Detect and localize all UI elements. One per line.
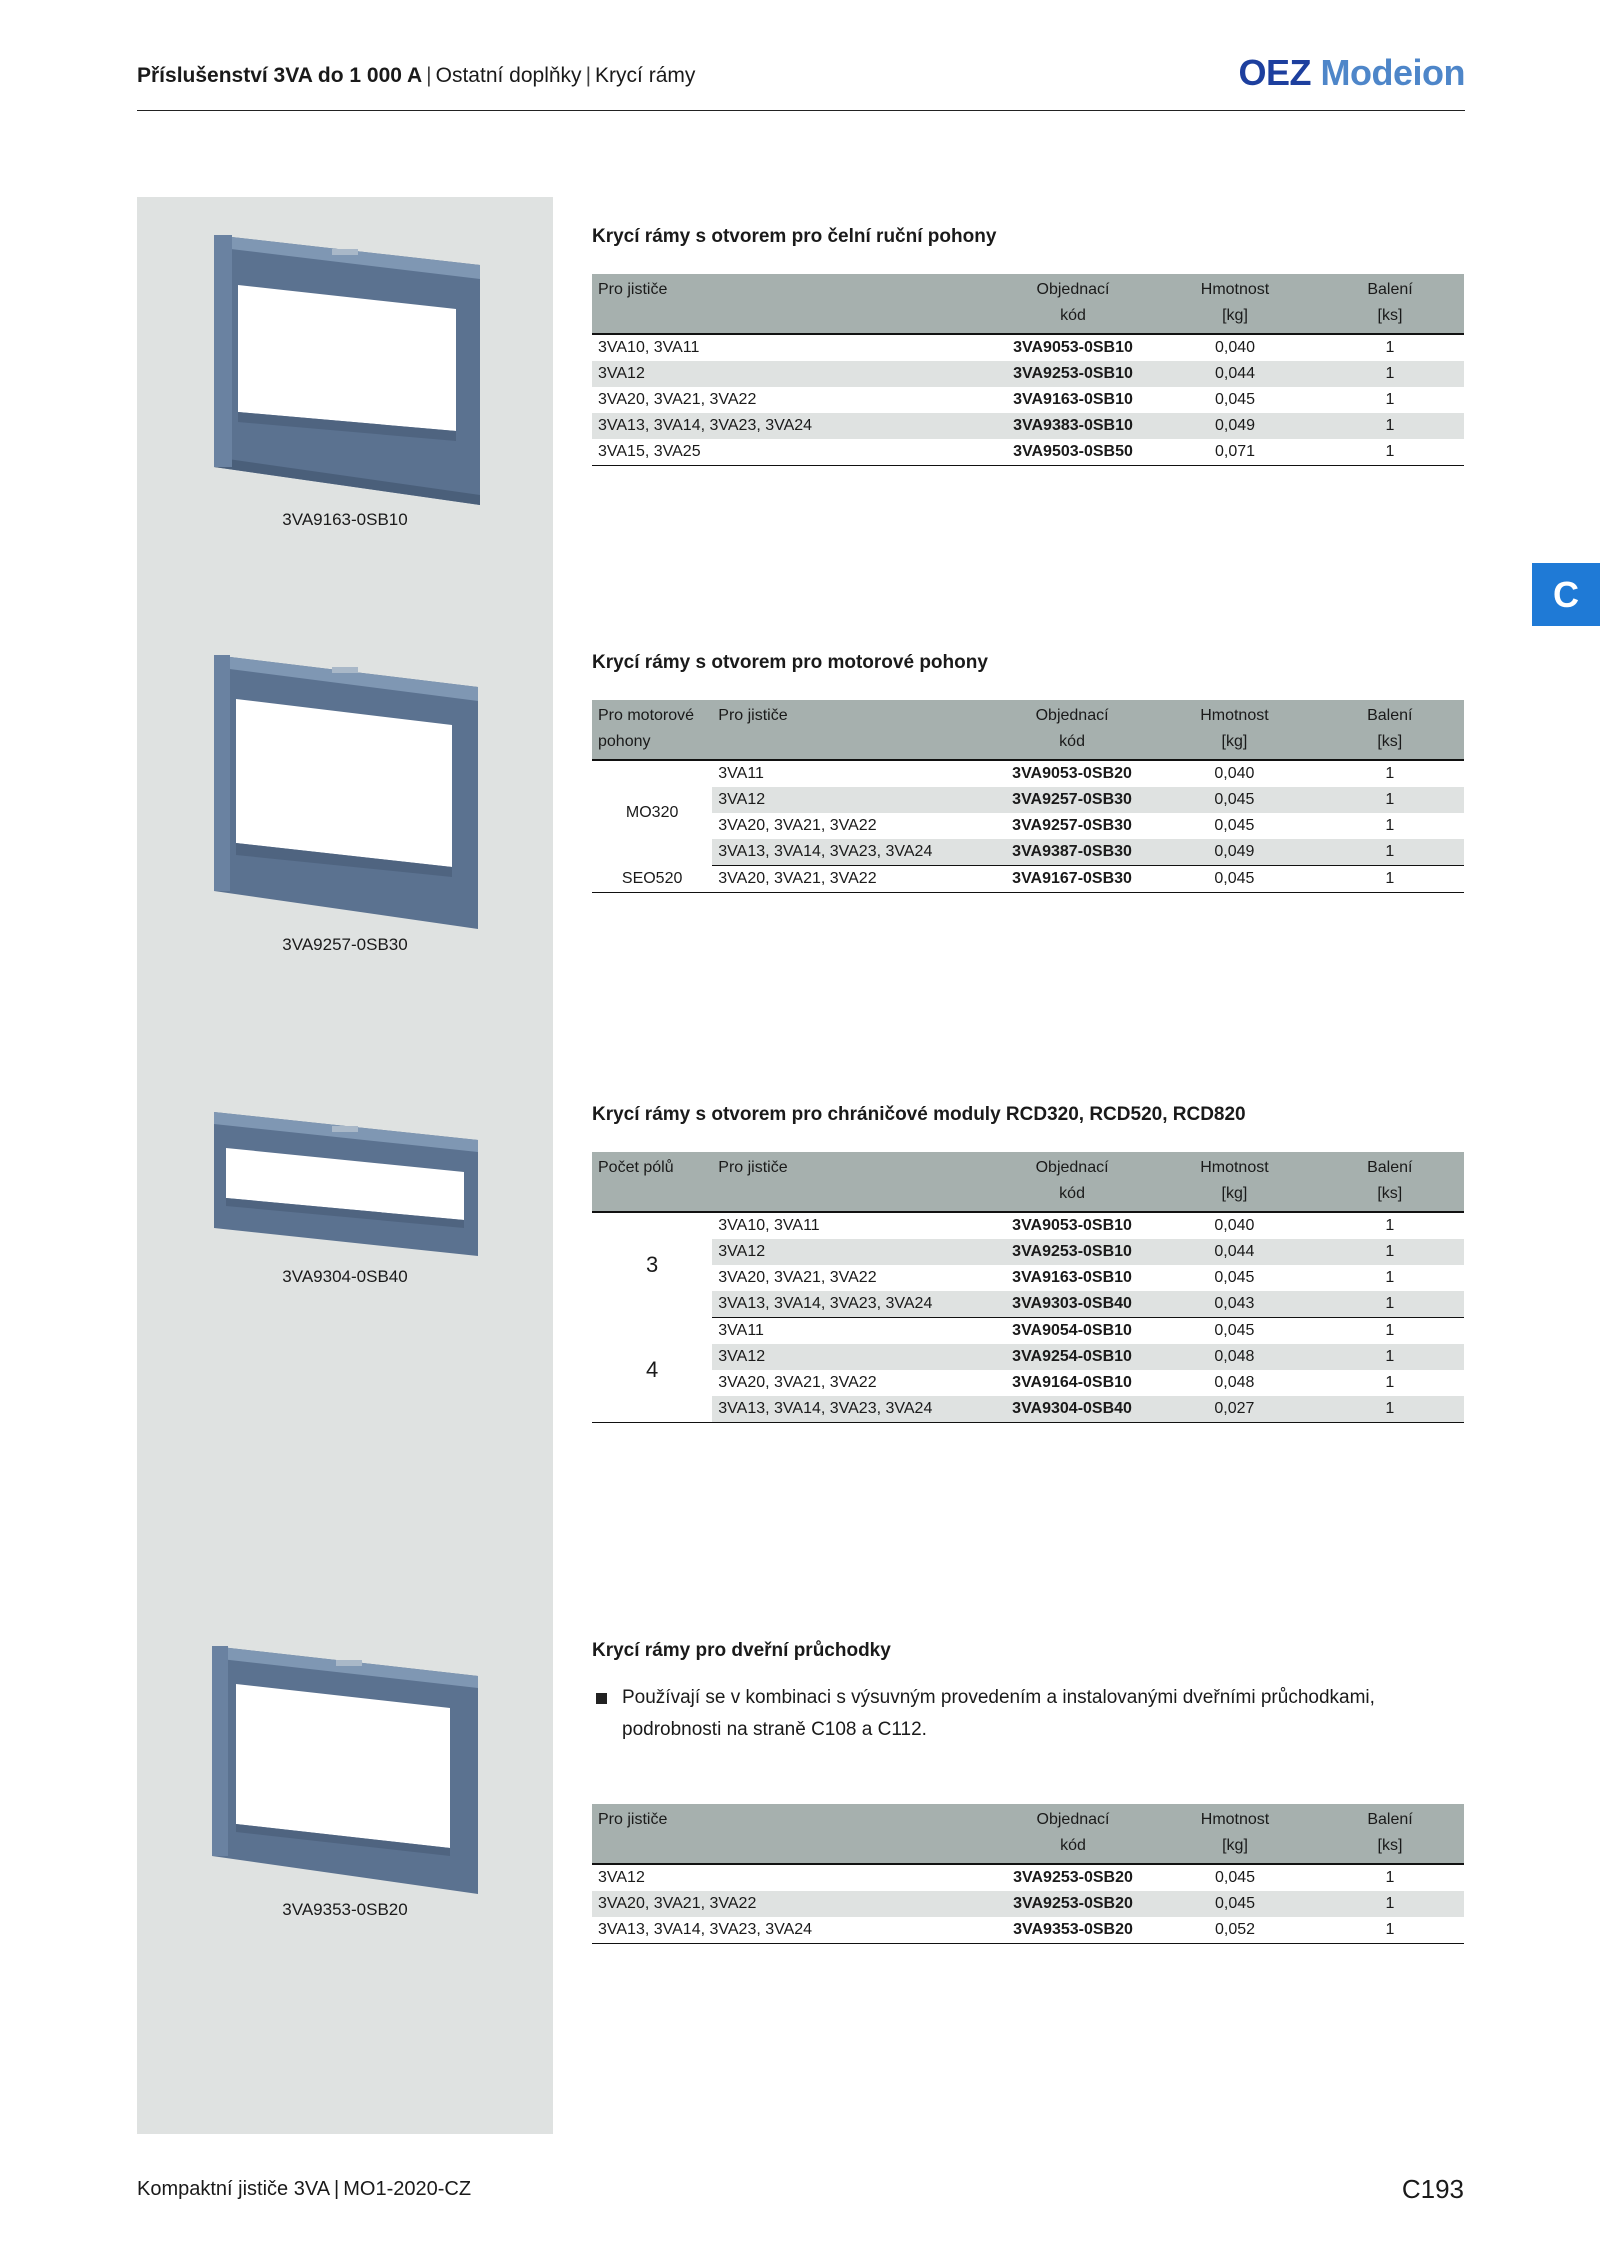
- table-cell: 3VA9304-0SB40: [1012, 1400, 1132, 1417]
- frame-image-2: [212, 655, 482, 930]
- table-cell: 3VA9167-0SB30: [1012, 870, 1132, 887]
- table-cell: 1: [1385, 339, 1395, 356]
- header-label: Pro motorové: [598, 707, 695, 724]
- section-title: Krycí rámy s otvorem pro čelní ruční pohony: [592, 226, 997, 247]
- header-label: Pro jističe: [598, 1811, 668, 1828]
- product-table-manual: [592, 274, 1464, 466]
- table-cell: 1: [1316, 1891, 1464, 1917]
- table-row: [592, 1396, 1464, 1423]
- table-cell: 3VA12: [718, 1348, 766, 1365]
- table-cell: 0,045: [1214, 391, 1256, 408]
- table-cell: 0,049: [1153, 839, 1315, 866]
- col-pack: [1316, 1804, 1464, 1864]
- col-breaker: [712, 1152, 991, 1212]
- footer-catalog-title: Kompaktní jističe 3VA: [137, 2178, 331, 2200]
- col-breaker: [592, 274, 992, 334]
- table-cell: 1: [1385, 817, 1395, 834]
- table-cell: 3VA9257-0SB30: [1012, 791, 1132, 808]
- table-cell: 1: [1385, 765, 1395, 782]
- product-table-motor: [592, 700, 1464, 893]
- table-cell: 0,040: [1214, 765, 1255, 782]
- page-header: [137, 52, 1465, 111]
- table-row: [592, 1864, 1464, 1891]
- table-row: [592, 439, 1464, 466]
- bullet-note: [592, 1682, 1464, 1746]
- header-label: Hmotnost: [1200, 281, 1270, 298]
- header-title-main: Příslušenství 3VA do 1 000 A: [137, 64, 423, 87]
- table-cell: 1: [1316, 839, 1464, 866]
- table-cell: 0,044: [1214, 1243, 1255, 1260]
- table-cell: 3VA20, 3VA21, 3VA22: [718, 817, 877, 834]
- section-title: Krycí rámy pro dveřní průchodky: [592, 1640, 891, 1661]
- table-cell: 1: [1385, 1869, 1395, 1886]
- table-cell: 3VA9053-0SB10: [1013, 339, 1133, 356]
- table-cell: 3VA13, 3VA14, 3VA23, 3VA24: [712, 1291, 991, 1318]
- table-cell: 3VA9163-0SB10: [1013, 391, 1133, 408]
- header-label: Hmotnost: [1200, 1159, 1269, 1176]
- table-cell: 1: [1385, 391, 1395, 408]
- table-row: [592, 1265, 1464, 1291]
- col-weight: [1153, 1152, 1315, 1212]
- table-cell: 1: [1316, 361, 1464, 387]
- figure-caption-2: 3VA9257-0SB30: [282, 935, 408, 954]
- group-cell: 3: [592, 1212, 712, 1318]
- header-label: [kg]: [1221, 1185, 1248, 1202]
- table-cell: 1: [1385, 870, 1395, 887]
- table-cell: 3VA9163-0SB10: [1012, 1269, 1132, 1286]
- table-cell: 3VA9303-0SB40: [991, 1291, 1153, 1318]
- table-row: [592, 1917, 1464, 1944]
- header-label: Objednací: [1035, 1159, 1109, 1176]
- section-motor-drives: [592, 652, 1464, 893]
- header-label: kód: [1060, 1837, 1086, 1854]
- col-code: [991, 1152, 1153, 1212]
- table-cell: 0,048: [1214, 1374, 1255, 1391]
- table-cell: 1: [1316, 413, 1464, 439]
- table-cell: 3VA9254-0SB10: [1012, 1348, 1132, 1365]
- frame-image-3: [212, 1112, 482, 1257]
- col-weight: [1153, 700, 1315, 760]
- header-label: Hmotnost: [1200, 707, 1269, 724]
- table-cell: 3VA13, 3VA14, 3VA23, 3VA24: [598, 1921, 813, 1938]
- table-cell: 3VA9353-0SB20: [1013, 1921, 1133, 1938]
- table-cell: 1: [1385, 1322, 1395, 1339]
- footer-catalog-code: MO1-2020-CZ: [343, 2178, 472, 2200]
- section-door-passages: [592, 1640, 1464, 1944]
- header-label: Objednací: [1036, 281, 1110, 298]
- product-table-rcd: [592, 1152, 1464, 1423]
- table-cell: 3VA9253-0SB10: [992, 361, 1154, 387]
- header-title-sub2: Krycí rámy: [595, 64, 696, 87]
- table-cell: 0,040: [1214, 339, 1256, 356]
- col-breaker: [712, 700, 991, 760]
- header-label: [kg]: [1222, 307, 1248, 324]
- table-cell: 0,049: [1154, 413, 1316, 439]
- oez-modeion-logo: [1238, 52, 1465, 94]
- header-label: pohony: [598, 733, 651, 750]
- group-cell: SEO520: [592, 866, 712, 893]
- table-cell: 0,045: [1214, 817, 1255, 834]
- table-cell: 3VA13, 3VA14, 3VA23, 3VA24: [592, 413, 992, 439]
- table-cell: 3VA9253-0SB20: [992, 1891, 1154, 1917]
- table-header: [592, 1804, 1464, 1864]
- header-label: Balení: [1367, 1159, 1413, 1176]
- figure-caption-4: 3VA9353-0SB20: [282, 1900, 408, 1919]
- table-cell: 1: [1385, 443, 1395, 460]
- figure-caption-1: 3VA9163-0SB10: [282, 510, 408, 529]
- table-cell: 1: [1316, 1291, 1464, 1318]
- table-cell: 3VA9253-0SB10: [1012, 1243, 1132, 1260]
- header-label: kód: [1060, 307, 1086, 324]
- table-cell: 3VA13, 3VA14, 3VA23, 3VA24: [718, 1400, 933, 1417]
- table-row: [592, 1291, 1464, 1318]
- header-label: Pro jističe: [718, 1159, 788, 1176]
- table-cell: 3VA12: [718, 791, 766, 808]
- table-cell: 0,043: [1153, 1291, 1315, 1318]
- table-cell: 0,040: [1214, 1217, 1255, 1234]
- table-cell: 3VA12: [718, 1243, 766, 1260]
- header-label: Pro jističe: [598, 281, 668, 298]
- bullet-text: Používají se v kombinaci s výsuvným provedením a instalovanými dveřními průchodkami, podrobnosti na straně C108 a C112.: [622, 1687, 1375, 1740]
- table-row: [592, 787, 1464, 813]
- table-cell: 0,045: [1214, 791, 1255, 808]
- col-drive: [592, 700, 712, 760]
- table-cell: 3VA9053-0SB20: [1012, 765, 1132, 782]
- page-number: C193: [1401, 2174, 1464, 2204]
- table-cell: 1: [1385, 1921, 1395, 1938]
- table-cell: 3VA12: [598, 1869, 645, 1886]
- header-label: kód: [1059, 1185, 1085, 1202]
- header-label: Balení: [1367, 281, 1413, 298]
- header-label: [kg]: [1221, 733, 1248, 750]
- header-label: Hmotnost: [1200, 1811, 1270, 1828]
- bullet-square-icon: [596, 1693, 607, 1704]
- table-cell: 3VA10, 3VA11: [718, 1217, 820, 1234]
- header-label: [ks]: [1377, 733, 1403, 750]
- table-header: [592, 700, 1464, 760]
- frame-image-4: [210, 1646, 482, 1896]
- table-cell: 0,052: [1214, 1921, 1256, 1938]
- col-pack: [1316, 1152, 1464, 1212]
- header-label: Objednací: [1036, 1811, 1110, 1828]
- table-row: [592, 1239, 1464, 1265]
- table-cell: 3VA20, 3VA21, 3VA22: [718, 870, 877, 887]
- table-cell: 3VA9503-0SB50: [1013, 443, 1133, 460]
- table-cell: 0,071: [1214, 443, 1256, 460]
- table-cell: 3VA9164-0SB10: [1012, 1374, 1132, 1391]
- figure-caption-3: 3VA9304-0SB40: [282, 1267, 408, 1286]
- table-cell: 3VA9387-0SB30: [991, 839, 1153, 866]
- table-cell: 0,044: [1154, 361, 1316, 387]
- header-label: [ks]: [1377, 1837, 1403, 1854]
- col-weight: [1154, 274, 1316, 334]
- section-rcd-modules: [592, 1104, 1464, 1423]
- table-cell: 3VA11: [718, 1322, 764, 1339]
- header-label: Počet pólů: [598, 1159, 674, 1176]
- table-cell: 1: [1385, 1269, 1395, 1286]
- table-row: [592, 1891, 1464, 1917]
- header-label: [ks]: [1377, 1185, 1403, 1202]
- table-cell: 0,045: [1154, 1891, 1316, 1917]
- table-cell: 3VA9053-0SB10: [1012, 1217, 1132, 1234]
- header-title-sub1: Ostatní doplňky: [435, 64, 582, 87]
- table-row: [592, 813, 1464, 839]
- table-cell: 3VA9054-0SB10: [1012, 1322, 1132, 1339]
- table-cell: 1: [1385, 1348, 1395, 1365]
- table-cell: 1: [1385, 1243, 1395, 1260]
- table-cell: 3VA9383-0SB10: [992, 413, 1154, 439]
- table-cell: 0,045: [1214, 1322, 1255, 1339]
- logo-modeion: Modeion: [1320, 52, 1465, 93]
- table-cell: 3VA20, 3VA21, 3VA22: [718, 1374, 877, 1391]
- table-cell: 0,045: [1214, 1269, 1255, 1286]
- table-row: [592, 866, 1464, 893]
- table-row: [592, 1370, 1464, 1396]
- table-cell: 3VA9257-0SB30: [1012, 817, 1132, 834]
- table-cell: 0,027: [1214, 1400, 1255, 1417]
- col-code: [992, 274, 1154, 334]
- table-cell: 3VA13, 3VA14, 3VA23, 3VA24: [712, 839, 991, 866]
- table-header: [592, 1152, 1464, 1212]
- table-row: [592, 1212, 1464, 1239]
- table-cell: 3VA20, 3VA21, 3VA22: [598, 391, 757, 408]
- table-row: [592, 839, 1464, 866]
- col-pack: [1316, 274, 1464, 334]
- group-cell: MO320: [592, 760, 712, 866]
- table-cell: 1: [1385, 791, 1395, 808]
- header-label: Pro jističe: [718, 707, 788, 724]
- table-cell: 3VA20, 3VA21, 3VA22: [592, 1891, 992, 1917]
- table-cell: 3VA9253-0SB20: [1013, 1869, 1133, 1886]
- section-tab-c: C: [1532, 563, 1600, 626]
- footer-catalog: Kompaktní jističe 3VA | MO1-2020-CZ: [137, 2178, 472, 2200]
- group-cell: 4: [592, 1318, 712, 1423]
- table-header: [592, 274, 1464, 334]
- table-cell: 0,048: [1214, 1348, 1255, 1365]
- table-cell: 1: [1385, 1374, 1395, 1391]
- col-pack: [1316, 700, 1464, 760]
- table-row: [592, 361, 1464, 387]
- col-code: [992, 1804, 1154, 1864]
- table-row: [592, 413, 1464, 439]
- section-title: Krycí rámy s otvorem pro motorové pohony: [592, 652, 988, 673]
- table-cell: 1: [1385, 1400, 1395, 1417]
- table-cell: 3VA20, 3VA21, 3VA22: [718, 1269, 877, 1286]
- header-label: Balení: [1367, 1811, 1413, 1828]
- header-label: [ks]: [1377, 307, 1403, 324]
- frame-image-1: [212, 235, 482, 505]
- table-cell: 3VA10, 3VA11: [598, 339, 700, 356]
- col-code: [991, 700, 1153, 760]
- table-row: [592, 1318, 1464, 1345]
- table-row: [592, 334, 1464, 361]
- table-row: [592, 1344, 1464, 1370]
- col-poles: [592, 1152, 712, 1212]
- section-manual-drives: [592, 226, 1464, 466]
- table-row: [592, 387, 1464, 413]
- table-cell: 3VA12: [592, 361, 992, 387]
- table-cell: 1: [1385, 1217, 1395, 1234]
- col-breaker: [592, 1804, 992, 1864]
- section-title: Krycí rámy s otvorem pro chráničové moduly RCD320, RCD520, RCD820: [592, 1104, 1246, 1125]
- table-row: [592, 760, 1464, 787]
- header-label: Objednací: [1035, 707, 1109, 724]
- header-label: [kg]: [1222, 1837, 1248, 1854]
- table-cell: 3VA15, 3VA25: [598, 443, 701, 460]
- header-title: Příslušenství 3VA do 1 000 A | Ostatní doplňky | Krycí rámy: [137, 64, 696, 87]
- logo-oez: OEZ: [1238, 52, 1311, 93]
- col-weight: [1154, 1804, 1316, 1864]
- table-cell: 3VA11: [718, 765, 764, 782]
- product-table-door: [592, 1804, 1464, 1944]
- table-cell: 0,045: [1214, 870, 1255, 887]
- table-cell: 0,045: [1214, 1869, 1256, 1886]
- header-label: Balení: [1367, 707, 1413, 724]
- header-label: kód: [1059, 733, 1085, 750]
